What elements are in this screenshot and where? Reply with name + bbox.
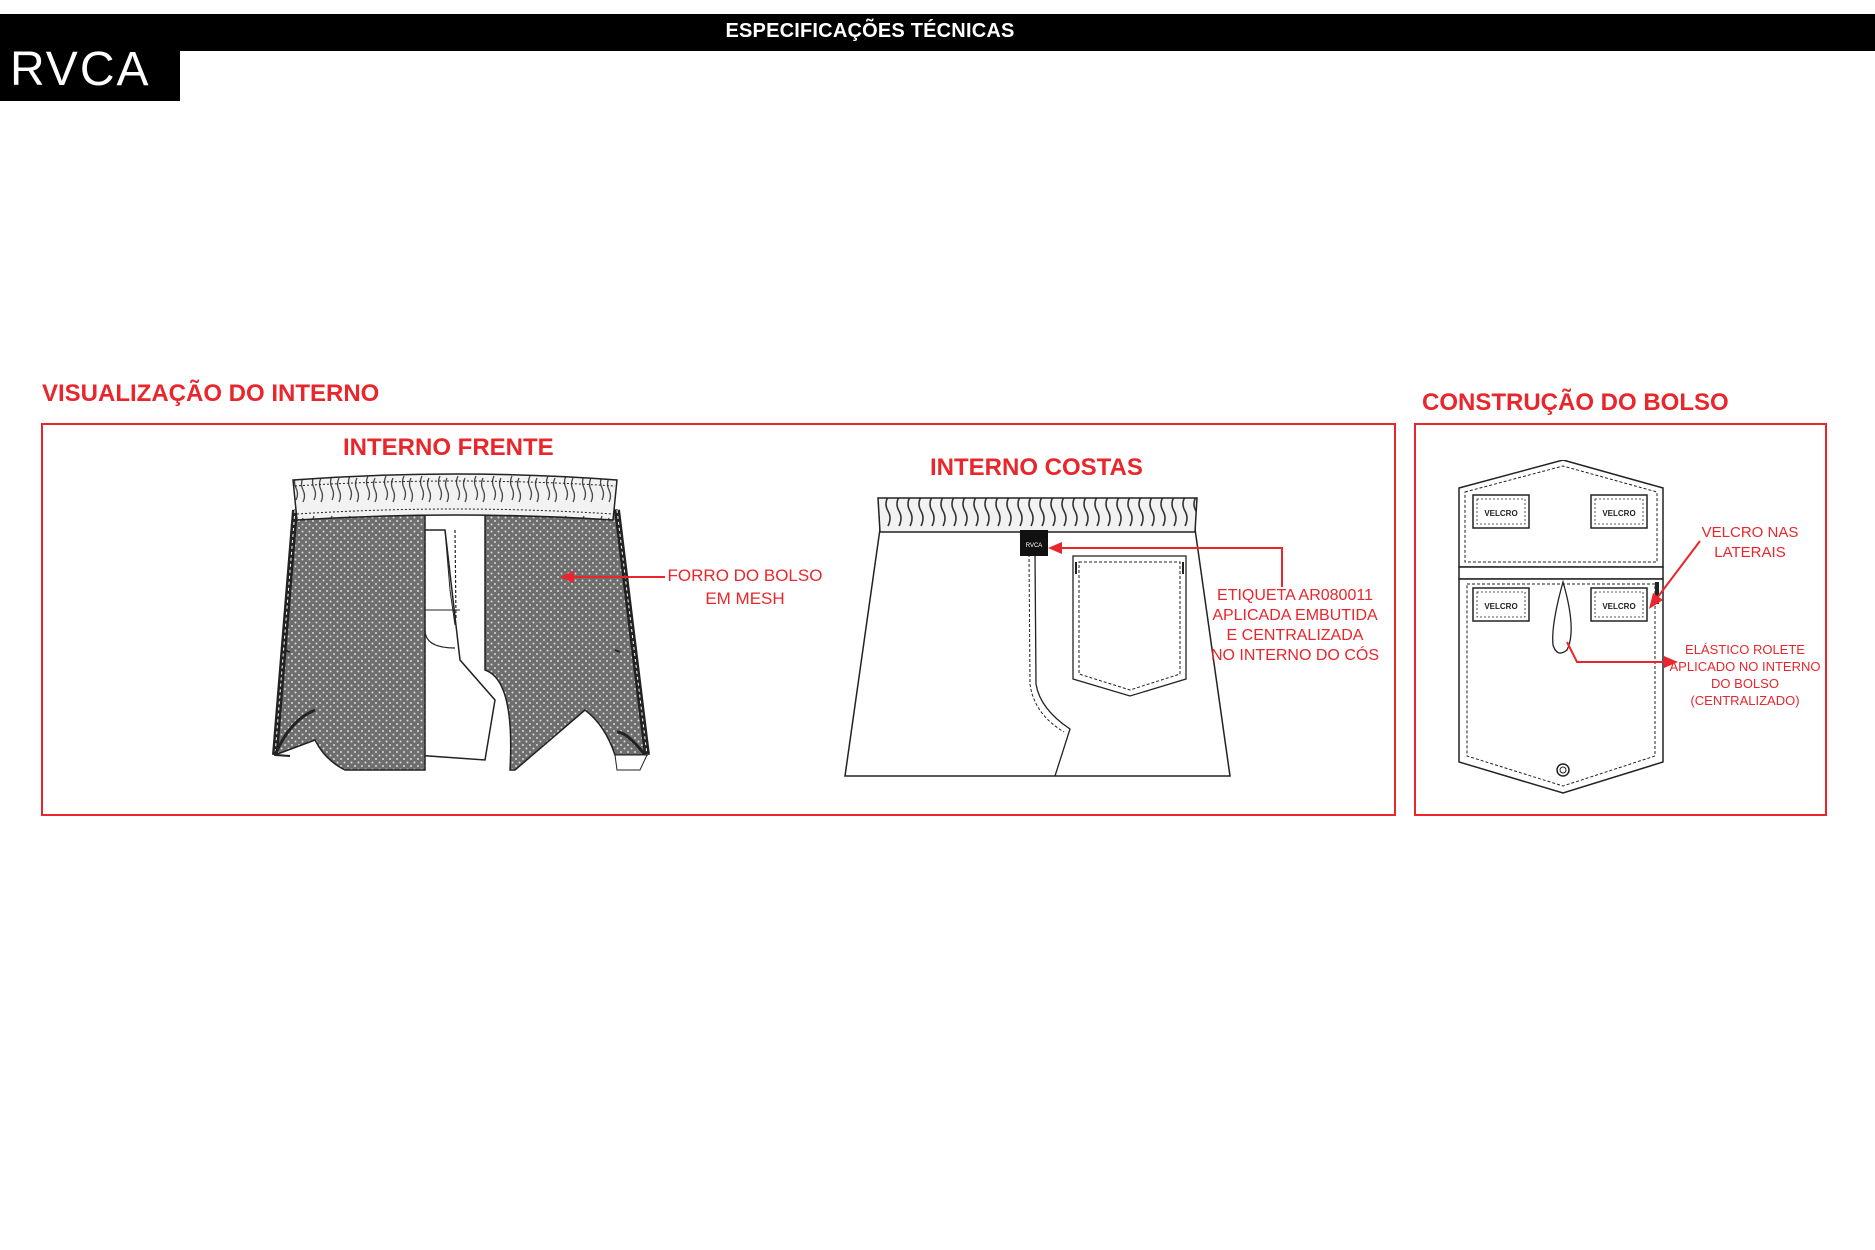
brand-logo — [0, 14, 180, 101]
back-label-note — [1205, 586, 1385, 666]
front-note-line-2: EM MESH — [705, 589, 785, 608]
back-note-line-3: E CENTRALIZADA — [1226, 627, 1364, 644]
front-mesh-note — [665, 564, 825, 610]
velcro-label: VELCRO — [1602, 509, 1636, 518]
elastic-note-line-1: ELÁSTICO ROLETE — [1685, 642, 1805, 657]
front-note-arrow — [560, 570, 670, 590]
brand-logo-text: RVCA — [10, 43, 151, 96]
back-note-line-1: ETIQUETA AR080011 — [1217, 587, 1373, 604]
velcro-patch-bottom-left — [1473, 588, 1529, 621]
velcro-note-line-1: VELCRO NAS — [1701, 524, 1799, 541]
back-shorts-drawing — [840, 494, 1235, 779]
front-view-title: INTERNO FRENTE — [343, 434, 554, 461]
interior-section-title: VISUALIZAÇÃO DO INTERNO — [42, 380, 380, 407]
elastic-note-arrow — [1565, 640, 1680, 670]
velcro-label: VELCRO — [1602, 602, 1636, 611]
elastic-note-line-2: APLICADO NO INTERNO — [1669, 659, 1821, 674]
velcro-label: VELCRO — [1484, 602, 1518, 611]
front-note-line-1: FORRO DO BOLSO — [667, 566, 823, 585]
back-view-title: INTERNO COSTAS — [930, 454, 1143, 481]
back-note-line-2: APLICADA EMBUTIDA — [1212, 607, 1378, 624]
velcro-note — [1690, 523, 1810, 563]
front-shorts-drawing — [255, 470, 655, 780]
velcro-patch-top-left — [1473, 495, 1529, 528]
back-note-line-4: NO INTERNO DO CÓS — [1210, 647, 1379, 664]
velcro-patch-top-right — [1591, 495, 1647, 528]
pocket-drawing — [1455, 460, 1665, 795]
velcro-label: VELCRO — [1484, 509, 1518, 518]
pocket-section-title: CONSTRUÇÃO DO BOLSO — [1422, 389, 1729, 416]
velcro-patch-bottom-right — [1591, 588, 1647, 621]
back-label-text: RVCA — [1025, 543, 1043, 549]
elastic-note-line-3: DO BOLSO (CENTRALIZADO) — [1690, 676, 1800, 708]
elastic-note — [1665, 641, 1825, 709]
back-note-arrow — [1040, 540, 1290, 590]
page-title: ESPECIFICAÇÕES TÉCNICAS — [725, 20, 1015, 42]
velcro-note-line-2: LATERAIS — [1714, 544, 1786, 561]
